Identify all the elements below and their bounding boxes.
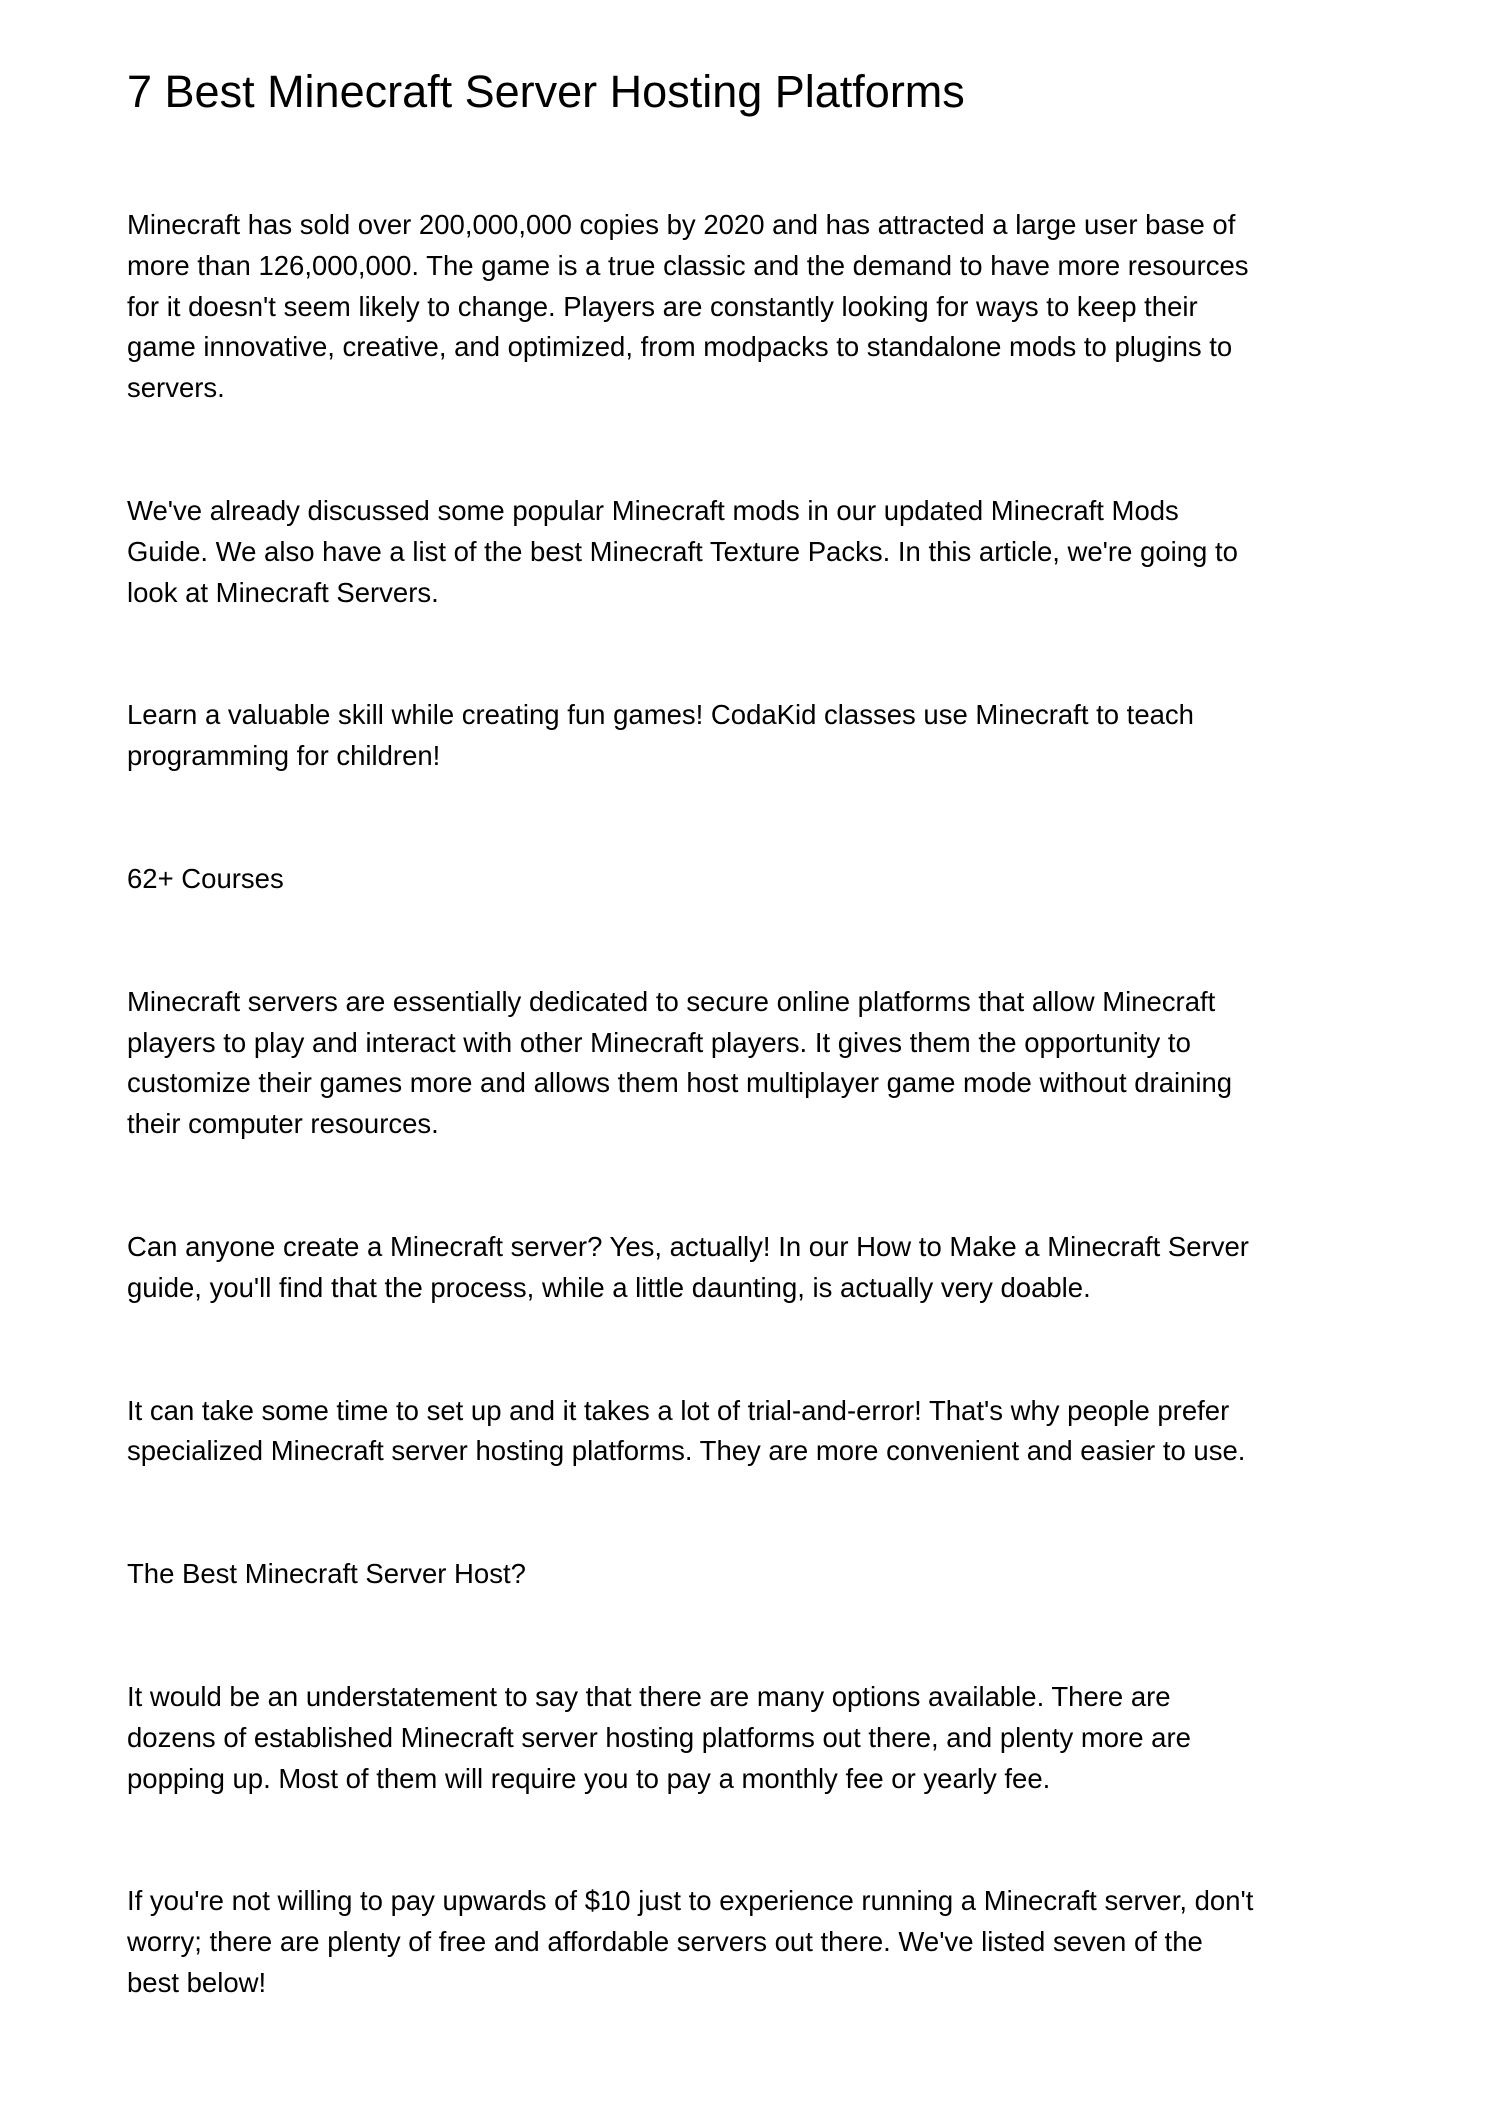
paragraph-line: Minecraft servers are essentially dedicated to secure online platforms that allow Minecraft (127, 985, 1216, 1017)
paragraph (127, 205, 1427, 409)
paragraph-line: If you're not willing to pay upwards of $10 just to experience running a Minecraft server, don't (127, 1885, 1254, 1917)
paragraph-line: game innovative, creative, and optimized, from modpacks to standalone mods to plugins to (127, 331, 1233, 363)
paragraph-line: customize their games more and allows them host multiplayer game mode without draining (127, 1067, 1233, 1099)
paragraph (127, 859, 1427, 900)
paragraph-line: for it doesn't seem likely to change. Players are constantly looking for ways to keep their (127, 290, 1198, 322)
page-title: 7 Best Minecraft Server Hosting Platforms (127, 66, 965, 117)
paragraph (127, 982, 1427, 1145)
paragraph (127, 1391, 1427, 1473)
paragraph-line: their computer resources. (127, 1108, 439, 1140)
paragraph-line: programming for children! (127, 740, 441, 772)
paragraph (127, 491, 1427, 613)
paragraph-line: servers. (127, 372, 225, 404)
paragraph-line: more than 126,000,000. The game is a true classic and the demand to have more resources (127, 249, 1249, 281)
paragraph-line: Minecraft has sold over 200,000,000 copies by 2020 and has attracted a large user base of (127, 209, 1236, 240)
paragraph-line: dozens of established Minecraft server hosting platforms out there, and plenty more are (127, 1721, 1191, 1753)
paragraph-line: best below! (127, 1966, 267, 1998)
paragraph-line: The Best Minecraft Server Host? (127, 1558, 526, 1590)
paragraph-line: 62+ Courses (127, 862, 284, 894)
paragraph-line: Guide. We also have a list of the best Minecraft Texture Packs. In this article, we're going to (127, 535, 1238, 567)
paragraph-line: It can take some time to set up and it takes a lot of trial-and-error! That's why people prefer (127, 1394, 1230, 1426)
paragraph-line: look at Minecraft Servers. (127, 576, 439, 608)
paragraph (127, 1227, 1427, 1309)
paragraph-line: We've already discussed some popular Minecraft mods in our updated Minecraft Mods (127, 494, 1179, 526)
paragraph-line: Can anyone create a Minecraft server? Yes, actually! In our How to Make a Minecraft Server (127, 1230, 1249, 1262)
paragraph-line: specialized Minecraft server hosting platforms. They are more convenient and easier to use. (127, 1435, 1246, 1467)
paragraph-line: guide, you'll find that the process, while a little daunting, is actually very doable. (127, 1271, 1091, 1303)
paragraph (127, 1677, 1427, 1799)
article-body (127, 205, 1427, 2086)
paragraph-line: players to play and interact with other Minecraft players. It gives them the opportunity to (127, 1026, 1191, 1058)
paragraph (127, 1881, 1427, 2003)
paragraph (127, 695, 1427, 777)
paragraph (127, 1554, 1427, 1595)
paragraph-line: Learn a valuable skill while creating fun games! CodaKid classes use Minecraft to teach (127, 699, 1194, 731)
paragraph-line: popping up. Most of them will require you to pay a monthly fee or yearly fee. (127, 1762, 1051, 1794)
paragraph-line: It would be an understatement to say that there are many options available. There are (127, 1680, 1171, 1712)
paragraph-line: worry; there are plenty of free and affordable servers out there. We've listed seven of the (127, 1926, 1203, 1958)
